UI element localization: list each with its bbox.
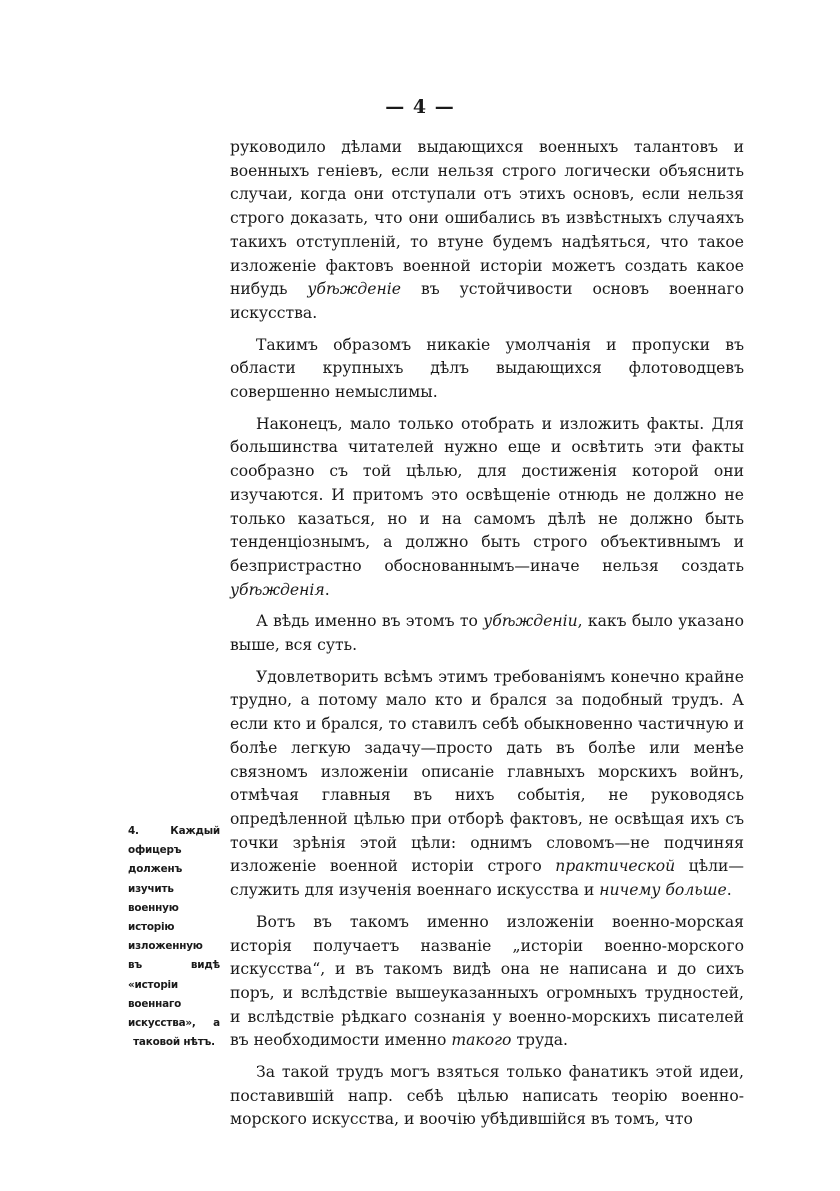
emphasized-text: ничему больше xyxy=(599,881,727,900)
paragraph-text: А вѣдь именно въ этомъ то xyxy=(256,612,484,631)
paragraph-text: , какъ было указано выше, вся суть. xyxy=(230,612,745,655)
main-text-body xyxy=(230,136,744,1140)
paragraph-text: . xyxy=(726,881,732,900)
emphasized-text: практической xyxy=(555,857,676,876)
paragraph xyxy=(230,911,744,1053)
paragraph-text: За такой трудъ могъ взяться только фанатикъ этой идеи, поставившій напр. себѣ цѣлью написать теорію военно-морского искусства, и воочію убѣдившійся въ томъ, что xyxy=(230,1063,744,1129)
emphasized-text: такого xyxy=(451,1031,512,1050)
paragraph-text: Удовлетворить всѣмъ этимъ требованіямъ конечно крайне трудно, а потому мало кто и брался за подобный трудъ. А если кто и брался, то ставилъ себѣ обыкновенно частичную и болѣе легкую задачу—просто дать въ болѣе или менѣе связномъ изложеніи описаніе главныхъ морскихъ войнъ, отмѣчая главныя въ нихъ событія, не руководясь опредѣленной цѣлью при отборѣ фактовъ, не освѣщая ихъ съ точки зрѣнія этой цѣли: однимъ словомъ—не подчиняя изложеніе военной исторіи строго xyxy=(230,667,744,876)
paragraph-text: Наконецъ, мало только отобрать и изложить факты. Для большинства читателей нужно еще и освѣтить эти факты сообразно съ той цѣлью, для достиженія которой они изучаются. И притомъ это освѣщеніе отнюдь не должно не только казаться, но и на самомъ дѣлѣ не должно быть тенденціознымъ, а должно быть строго объективнымъ и безпристрастно обоснованнымъ—иначе нельзя создать xyxy=(230,414,744,575)
paragraph-text: . xyxy=(324,580,330,599)
paragraph-text: въ устойчивости основъ военнаго искусства. xyxy=(230,280,745,322)
marginal-note: 4. Каждый офицеръ долженъ изучить военную исторію изложенную въ видѣ «исторіи военнаго искусства», а таковой нѣтъ. xyxy=(128,825,220,1049)
paragraph xyxy=(230,610,744,657)
paragraph-text: Такимъ образомъ никакіе умолчанія и пропуски въ области крупныхъ дѣлъ выдающихся флотоводцевъ совершенно немыслимы. xyxy=(230,335,744,402)
paragraph-text: труда. xyxy=(511,1031,569,1050)
paragraph-text: цѣли—служить для изученія военнаго искусства и xyxy=(230,857,744,900)
paragraph-text: Вотъ въ такомъ именно изложеніи военно-морская исторія получаетъ названіе „исторіи военно-морского искусства“, и въ такомъ видѣ она не написана и до сихъ поръ, и вслѣдствіе вышеуказанныхъ огромныхъ трудностей, и вслѣдствіе рѣдкаго сознанія у военно-морскихъ писателей въ необходимости именно xyxy=(230,912,744,1050)
paragraph xyxy=(230,413,744,603)
emphasized-text: убѣжденія xyxy=(230,580,325,599)
paragraph xyxy=(230,666,744,903)
paragraph xyxy=(230,1061,744,1132)
emphasized-text: убѣжденіи xyxy=(483,612,578,631)
paragraph xyxy=(230,136,744,326)
paragraph xyxy=(230,334,744,405)
page-number: — 4 — xyxy=(385,96,455,118)
emphasized-text: убѣжденіе xyxy=(307,280,402,299)
paragraph-text: руководило дѣлами выдающихся военныхъ талантовъ и военныхъ геніевъ, если нельзя строго логически объяснить случаи, когда они отступали отъ этихъ основъ, если нельзя строго доказать, что они ошибались въ извѣстныхъ случаяхъ такихъ отступленій, то втуне будемъ надѣяться, что такое изложеніе фактовъ военной исторіи можетъ создать какое нибудь xyxy=(230,138,744,299)
